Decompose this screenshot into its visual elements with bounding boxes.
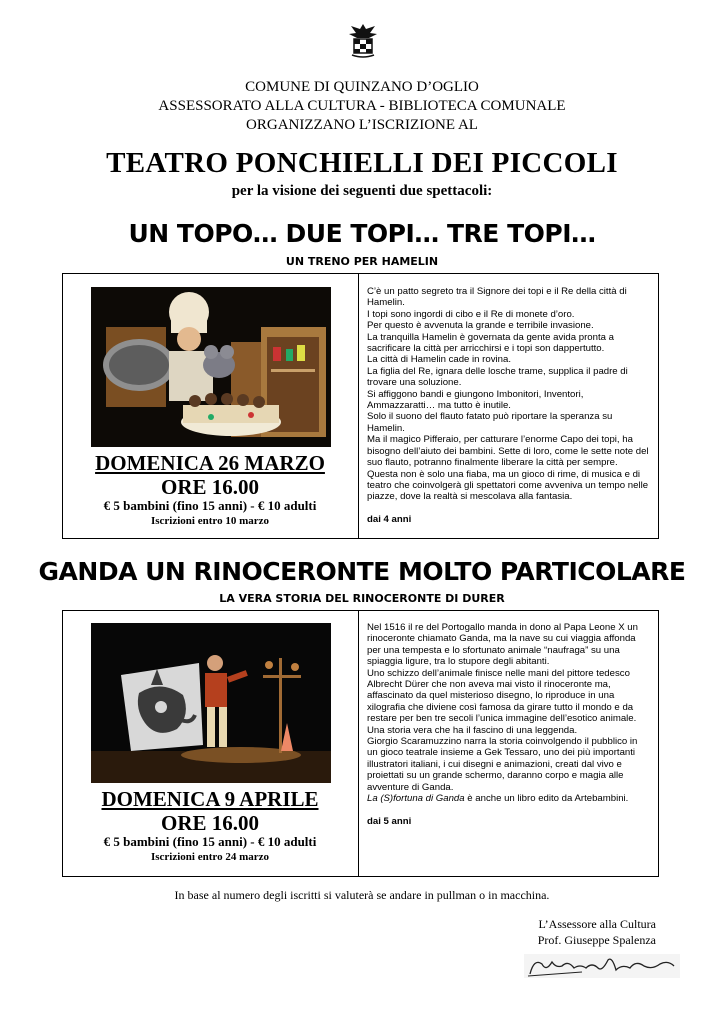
- desc-paragraph: Questa non è solo una fiaba, ma un gioco di rime, di musica e di teatro che coinvolgerà gli spettatori come avveniva un tempo nelle piazze, dove la realtà si mescolava alla fantasia.: [367, 468, 649, 503]
- desc-paragraph: [367, 793, 650, 804]
- desc-paragraph: I topi sono ingordi di cibo e il Re di monete d’oro.: [367, 308, 575, 320]
- desc-paragraph: Giorgio Scaramuzzino narra la storia coinvolgendo il pubblico in un gioco teatrale insieme a Gek Tessaro, uno dei più importanti illustratori italiani, i cui disegni e animazioni, creati dal vivo e proiettati su un grande schermo, daranno corpo e magia alle avventure di Ganda.: [367, 736, 638, 793]
- show1-date: DOMENICA 26 MARZO: [95, 451, 325, 475]
- show2-price: € 5 bambini (fino 15 anni) - € 10 adulti: [103, 834, 317, 849]
- coat-of-arms-icon: [343, 20, 383, 60]
- show1-age: dai 4 anni: [367, 513, 412, 525]
- signature-image: [522, 950, 682, 982]
- desc-paragraph: Solo il suono del flauto fatato può riportare la speranza su Hamelin.: [367, 411, 613, 434]
- show2-photo: [91, 623, 331, 783]
- desc-paragraph: Nel 1516 il re del Portogallo manda in dono al Papa Leone X un rinoceronte chiamato Ganda, ma la nave su cui viaggia affonda per una tempesta e lo sfortunato animale “naufraga” su una spiaggia ligure, tra lo stupore degli abitanti.: [367, 622, 638, 668]
- show2-deadline: Iscrizioni entro 24 marzo: [150, 851, 270, 863]
- desc-paragraph: Si affiggono bandi e giungono Imbonitori, Inventori, Ammazzaratti… ma tutto è inutile.: [367, 388, 584, 412]
- header-line-2: ASSESSORATO ALLA CULTURA - BIBLIOTECA COMUNALE: [158, 98, 566, 114]
- show2-subtitle: LA VERA STORIA DEL RINOCERONTE DI DURER: [219, 592, 505, 605]
- book-title: La (S)fortuna di Ganda: [367, 793, 465, 805]
- show2-date: DOMENICA 9 APRILE: [101, 787, 319, 811]
- show1-photo: [91, 287, 331, 447]
- desc-paragraph: La tranquilla Hamelin è governata da gente avida pronta a sacrificare la città per arricchirsi e i topi son dappertutto.: [367, 331, 614, 355]
- show2-time: ORE 16.00: [160, 811, 259, 835]
- show2-divider: [358, 610, 359, 876]
- show1-subtitle: UN TRENO PER HAMELIN: [285, 255, 439, 268]
- show2-age: dai 5 anni: [367, 815, 412, 827]
- show1-description: [367, 286, 650, 525]
- show2-title: GANDA UN RINOCERONTE MOLTO PARTICOLARE: [38, 557, 686, 586]
- desc-paragraph: C’è un patto segreto tra il Signore dei topi e il Re della città di Hamelin.: [367, 286, 627, 309]
- desc-paragraph: Uno schizzo dell’animale finisce nelle mani del pittore tedesco Albrecht Dürer che non aveva mai visto il rinoceronte ma, affascinato da quel misterioso disegno, lo riproduce in una xilografia che diviene così famosa da girare tutto il mondo e da restare per ben tre secoli l’unica immagine dell’esotico animale. Una storia vera che ha il fascino di una leggenda.: [367, 667, 637, 736]
- desc-paragraph: La figlia del Re, ignara delle losche trame, supplica il padre di trovare una soluzione.: [367, 365, 628, 389]
- transport-note: In base al numero degli iscritti si valuterà se andare in pullman o in macchina.: [174, 888, 550, 902]
- show1-time: ORE 16.00: [160, 475, 259, 499]
- main-subtitle: per la visione dei seguenti due spettacoli:: [231, 183, 493, 199]
- desc-paragraph: Ma il magico Pifferaio, per catturare l’enorme Capo dei topi, ha bisogno dell’aiuto dei bambini. Sette di loro, come le sette note del suo flauto, potranno finalmente liberare la città per sempre.: [367, 434, 649, 469]
- show1-title: UN TOPO… DUE TOPI… TRE TOPI…: [128, 219, 596, 248]
- signer-role: L’Assessore alla Cultura: [538, 917, 656, 931]
- desc-paragraph: Per questo è avvenuta la grande e terribile invasione.: [367, 320, 594, 332]
- book-note: è anche un libro edito da Artebambini.: [464, 793, 629, 805]
- desc-paragraph: La città di Hamelin cade in rovina.: [367, 354, 511, 366]
- show1-divider: [358, 273, 359, 538]
- show1-price: € 5 bambini (fino 15 anni) - € 10 adulti: [103, 498, 317, 513]
- header-line-1: COMUNE DI QUINZANO D’OGLIO: [245, 79, 479, 95]
- main-title: TEATRO PONCHIELLI DEI PICCOLI: [106, 147, 618, 179]
- signer-name: Prof. Giuseppe Spalenza: [537, 933, 656, 947]
- show2-description: [367, 622, 650, 827]
- header-line-3: ORGANIZZANO L’ISCRIZIONE AL: [246, 117, 478, 133]
- show1-deadline: Iscrizioni entro 10 marzo: [150, 515, 270, 527]
